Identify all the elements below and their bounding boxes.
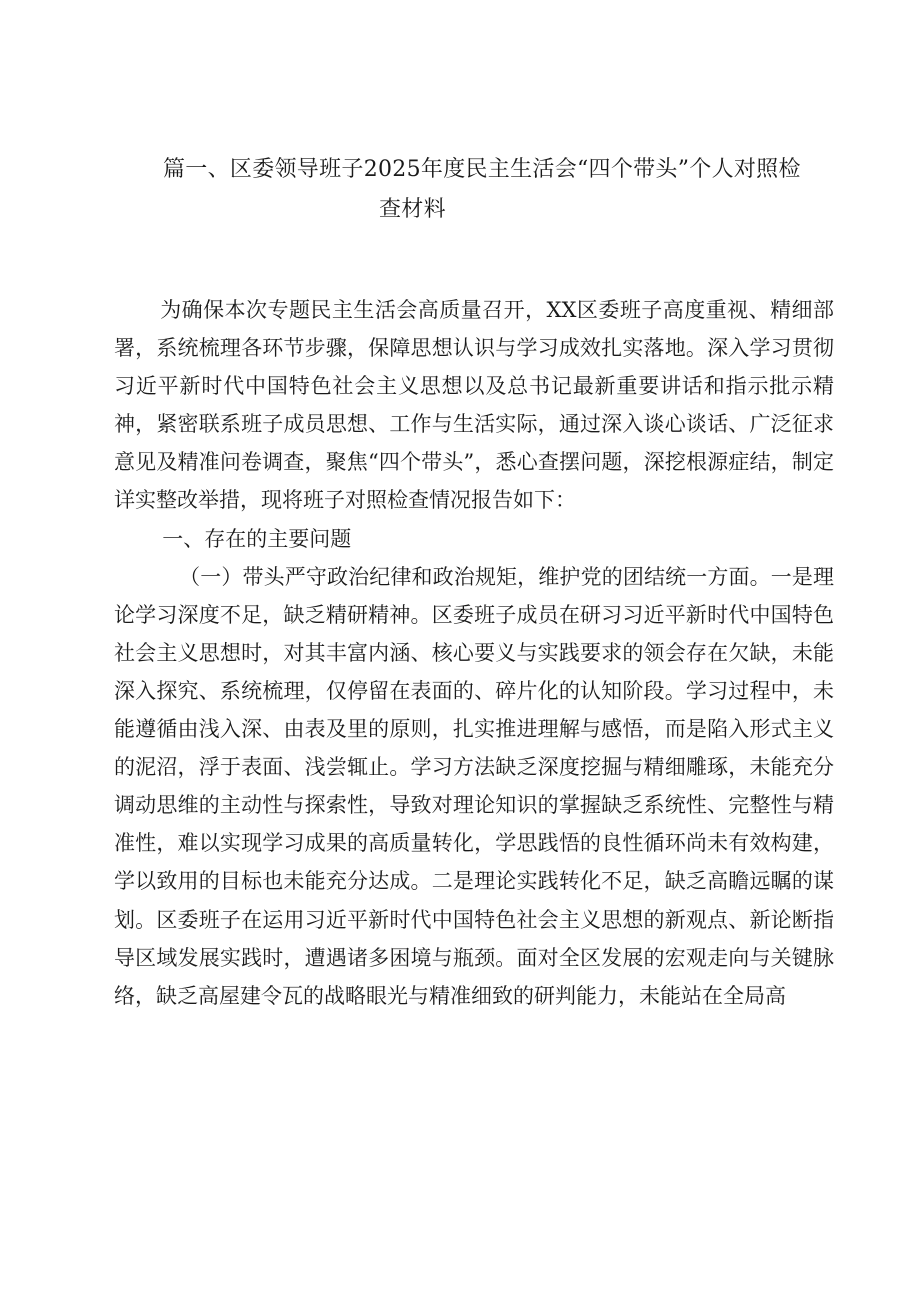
- title-line-1: 篇一、区委领导班子2025年度民主生活会“四个带头”个人对照检: [163, 157, 801, 182]
- section-heading: 一、存在的主要问题: [162, 526, 352, 551]
- document-body: [114, 291, 834, 1015]
- document-title: [163, 152, 843, 228]
- intro-paragraph: 为确保本次专题民主生活会高质量召开，XX区委班子高度重视、精细部署，系统梳理各环节步骤，保障思想认识与学习成效扎实落地。深入学习贯彻习近平新时代中国特色社会主义思想以及总书记最新重要讲话和指示批示精神，紧密联系班子成员思想、工作与生活实际，通过深入谈心谈话、广泛征求意见及精准问卷调查，聚焦“四个带头”，悉心查摆问题，深挖根源症结，制定详实整改举措，现将班子对照检查情况报告如下：: [114, 298, 834, 513]
- sub-paragraph: （一）带头严守政治纪律和政治规矩，维护党的团结统一方面。一是理论学习深度不足，缺乏精研精神。区委班子成员在研习习近平新时代中国特色社会主义思想时，对其丰富内涵、核心要义与实践要求的领会存在欠缺，未能深入探究、系统梳理，仅停留在表面的、碎片化的认知阶段。学习过程中，未能遵循由浅入深、由表及里的原则，扎实推进理解与感悟，而是陷入形式主义的泥沼，浮于表面、浅尝辄止。学习方法缺乏深度挖掘与精细雕琢，未能充分调动思维的主动性与探索性，导致对理论知识的掌握缺乏系统性、完整性与精准性，难以实现学习成果的高质量转化，学思践悟的良性循环尚未有效构建，学以致用的目标也未能充分达成。二是理论实践转化不足，缺乏高瞻远瞩的谋划。区委班子在运用习近平新时代中国特色社会主义思想的新观点、新论断指导区域发展实践时，遭遇诸多困境与瓶颈。面对全区发展的宏观走向与关键脉络，缺乏高屋建令瓦的战略眼光与精准细致的研判能力，未能站在全局高: [114, 564, 834, 1008]
- title-line-2: 查材料: [379, 197, 446, 222]
